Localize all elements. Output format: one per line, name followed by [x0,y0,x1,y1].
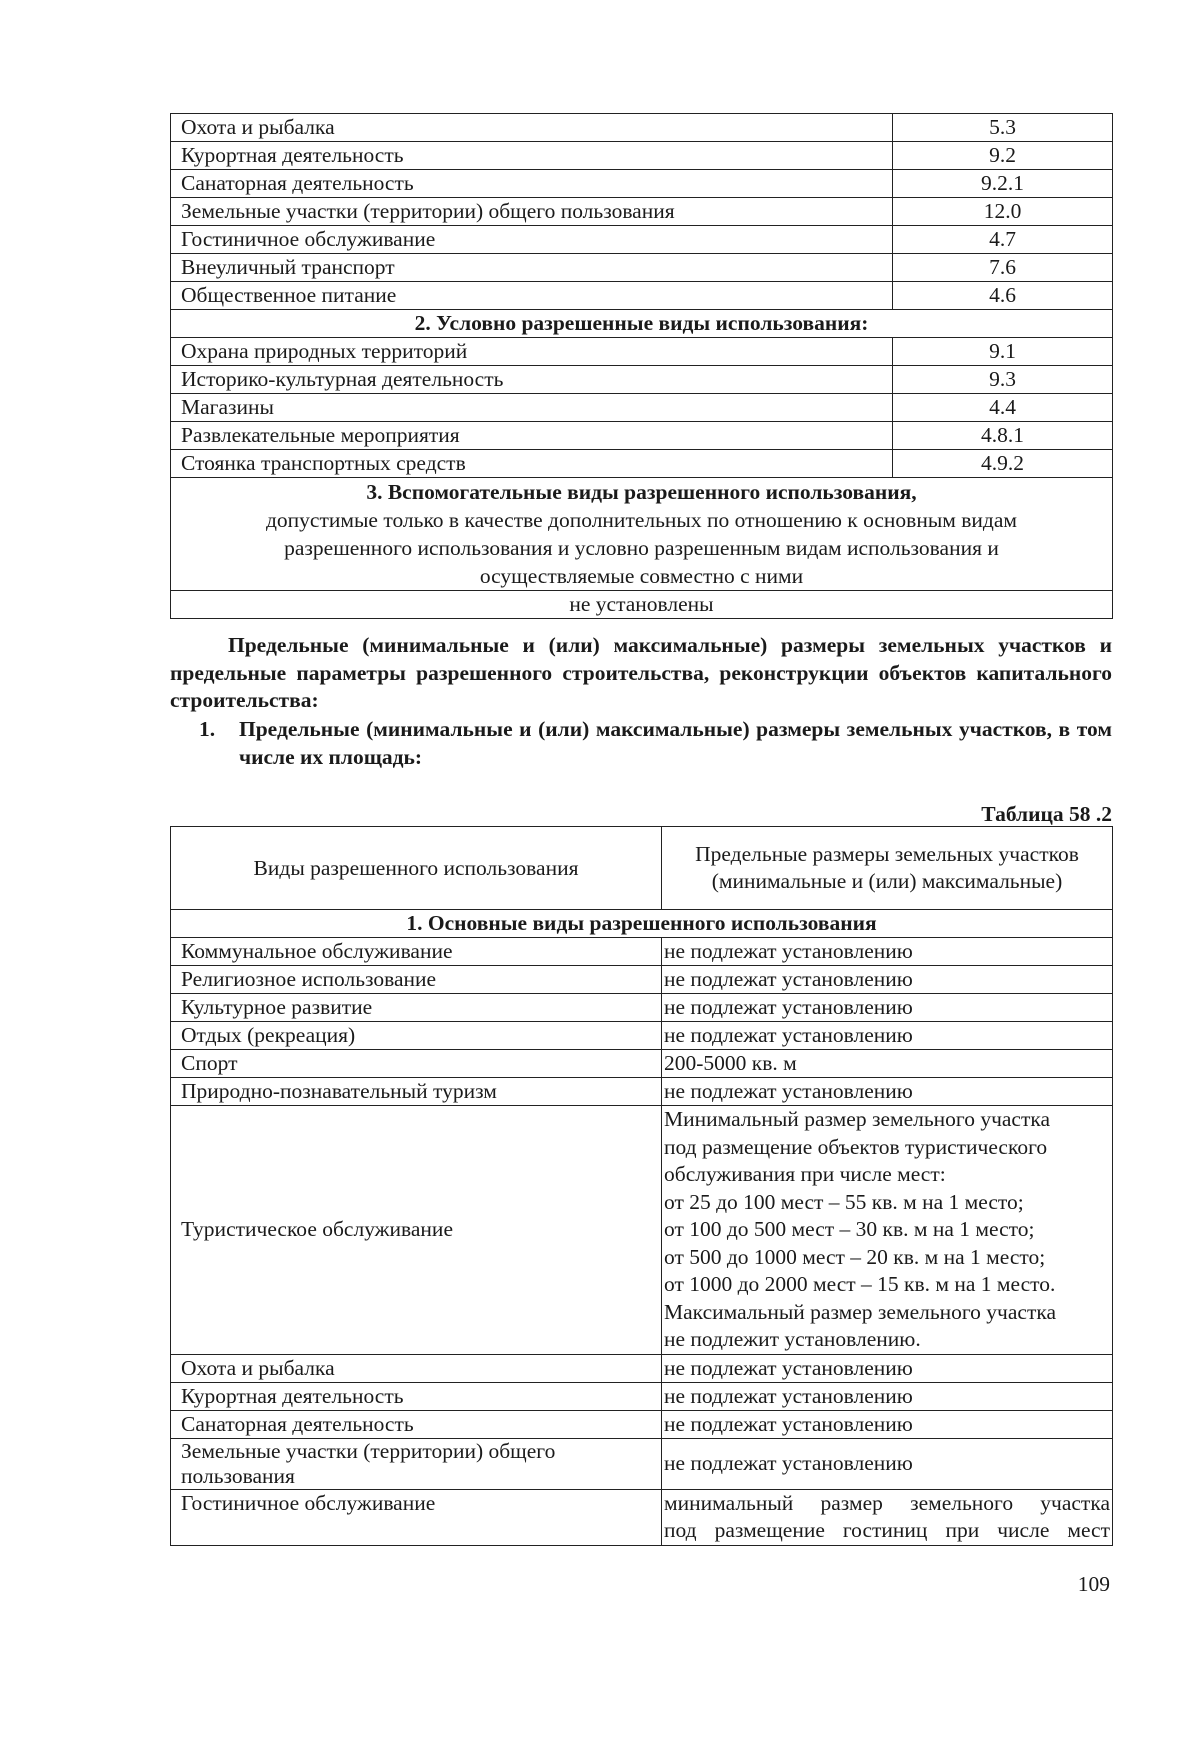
size-limit-line: обслуживания при числе мест: [664,1162,946,1186]
use-name: Санаторная деятельность [171,1410,662,1438]
size-limit: не подлежат установлению [662,1078,1113,1106]
use-name: Земельные участки (территории) общего пользования [171,198,893,226]
size-limit-hotel [662,1489,1113,1545]
section-title-conditional: 2. Условно разрешенные виды использования: [171,310,1113,338]
auxiliary-uses-cell [171,478,1113,591]
use-name: Курортная деятельность [171,142,893,170]
table-row [171,142,1113,170]
table-row [171,966,1113,994]
land-plot-size-table [170,826,1113,1546]
size-limit: не подлежат установлению [662,1382,1113,1410]
use-name: Культурное развитие [171,994,662,1022]
use-code: 4.7 [893,226,1113,254]
table-row [171,282,1113,310]
use-name [171,1438,662,1489]
header-size-limits: Предельные размеры земельных участков (минимальные и (или) максимальные) [662,827,1113,910]
size-limit-line: под размещение объектов туристического [664,1134,1048,1159]
size-limit-line: от 1000 до 2000 мест – 15 кв. м на 1 место. [664,1272,1056,1296]
size-limit-line: Минимальный размер земельного участка [664,1107,1051,1131]
use-name: Отдых (рекреация) [171,1022,662,1050]
use-code: 4.4 [893,394,1113,422]
page-number: 109 [1077,1572,1110,1596]
use-code: 7.6 [893,254,1113,282]
auxiliary-uses-description: допустимые только в качестве дополнительных по отношению к основным видам разрешенного использования и условно разрешенным видам использования и осуществляемые совместно с ними [265,508,1018,588]
use-name: Санаторная деятельность [171,170,893,198]
size-limit-line: от 25 до 100 мест – 55 кв. м на 1 место; [664,1189,1024,1214]
size-limit-line: не подлежит установлению. [664,1327,921,1351]
use-name: Коммунальное обслуживание [171,938,662,966]
size-limit-line: Максимальный размер земельного участка [664,1299,1057,1324]
size-limit: не подлежат установлению [662,938,1113,966]
use-name: Общественное питание [171,282,893,310]
table-row [171,338,1113,366]
use-name: Охота и рыбалка [171,1354,662,1382]
table-row [171,450,1113,478]
limits-heading: Предельные (минимальные и (или) максимальные) размеры земельных участков и предельные параметры разрешенного строительства, реконструкции объектов капитального строительства: [170,633,1112,712]
use-code: 4.6 [893,282,1113,310]
size-limit: не подлежат установлению [662,1354,1113,1382]
use-name-line: Земельные участки (территории) общего [181,1438,556,1463]
table-row [171,591,1113,619]
table-row [171,254,1113,282]
table-row [171,114,1113,142]
limits-list-item [199,716,1112,771]
use-name: Гостиничное обслуживание [171,226,893,254]
use-name: Охота и рыбалка [171,114,893,142]
section-row [171,910,1113,938]
size-limit-line: от 500 до 1000 мест – 20 кв. м на 1 место; [664,1244,1046,1269]
size-limit-line: под размещение гостиниц при числе мест [664,1518,1110,1542]
list-item-text: Предельные (минимальные и (или) максимальные) размеры земельных участков, в том числе их площадь: [239,717,1112,769]
section-row [171,478,1113,591]
table-row [171,1050,1113,1078]
table-row [171,1438,1113,1489]
use-code: 9.2 [893,142,1113,170]
size-limit: не подлежат установлению [662,1022,1113,1050]
table-row [171,170,1113,198]
use-name: Природно-познавательный туризм [171,1078,662,1106]
header-use-types: Виды разрешенного использования [171,827,662,910]
use-name: Магазины [171,394,893,422]
size-limit: не подлежат установлению [662,994,1113,1022]
use-code: 9.3 [893,366,1113,394]
table-row [171,198,1113,226]
use-name-line: пользования [181,1463,295,1488]
use-name: Историко-культурная деятельность [171,366,893,394]
table-row [171,1489,1113,1545]
size-limit: не подлежат установлению [662,1438,1113,1489]
auxiliary-uses-value: не установлены [171,591,1113,619]
use-name: Гостиничное обслуживание [171,1489,662,1545]
use-name: Стоянка транспортных средств [171,450,893,478]
table-row [171,394,1113,422]
use-name: Внеуличный транспорт [171,254,893,282]
size-limit: 200-5000 кв. м [662,1050,1113,1078]
use-name: Спорт [171,1050,662,1078]
table-row [171,1022,1113,1050]
table-row [171,1382,1113,1410]
table-row [171,994,1113,1022]
table-row [171,1354,1113,1382]
size-limit: не подлежат установлению [662,966,1113,994]
section-row [171,310,1113,338]
section-title-main: 1. Основные виды разрешенного использования [171,910,1113,938]
table-row [171,366,1113,394]
permitted-uses-table [170,113,1113,619]
table-row [171,1106,1113,1355]
use-code: 9.2.1 [893,170,1113,198]
table-row [171,938,1113,966]
table-header-row [171,827,1113,910]
use-name: Религиозное использование [171,966,662,994]
use-name: Туристическое обслуживание [171,1106,662,1355]
use-code: 4.8.1 [893,422,1113,450]
table-row [171,226,1113,254]
list-item-number: 1. [199,717,216,741]
size-limit-line: минимальный размер земельного участка [664,1490,1110,1515]
section-title-auxiliary: 3. Вспомогательные виды разрешенного использования, [366,480,917,504]
use-code: 9.1 [893,338,1113,366]
use-name: Развлекательные мероприятия [171,422,893,450]
size-limit-tourist [662,1106,1113,1355]
table-row [171,1078,1113,1106]
use-code: 5.3 [893,114,1113,142]
size-limit: не подлежат установлению [662,1410,1113,1438]
use-name: Курортная деятельность [171,1382,662,1410]
use-code: 12.0 [893,198,1113,226]
use-code: 4.9.2 [893,450,1113,478]
table-row [171,1410,1113,1438]
size-limit-line: от 100 до 500 мест – 30 кв. м на 1 место; [664,1217,1035,1241]
table-row [171,422,1113,450]
table-caption: Таблица 58 .2 [981,802,1112,826]
use-name: Охрана природных территорий [171,338,893,366]
